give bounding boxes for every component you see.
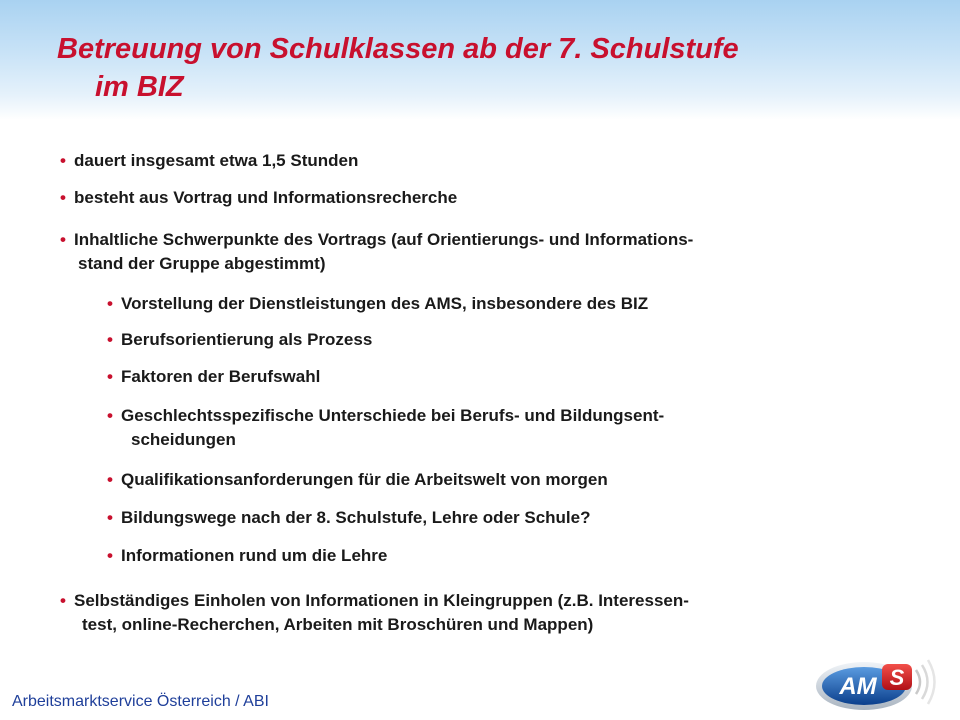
list-item [107,545,387,567]
list-item [60,150,358,172]
ams-logo [812,650,940,716]
list-item [107,405,664,451]
bullet-dot: • [107,470,113,489]
list-item [107,469,608,491]
bullet-text: Berufsorientierung als Prozess [121,330,373,349]
bullet-continuation: scheidungen [131,430,236,449]
title-line-2: im BIZ [95,71,184,103]
bullet-dot: • [60,591,66,610]
bullet-dot: • [107,406,113,425]
bullet-dot: • [60,151,66,170]
list-item [107,507,590,529]
list-item [107,366,320,388]
list-item [107,293,648,315]
bullet-text: Vorstellung der Dienstleistungen des AMS, insbesondere des BIZ [121,294,649,313]
bullet-continuation: test, online-Recherchen, Arbeiten mit Broschüren und Mappen) [82,615,594,634]
bullet-dot: • [107,330,113,349]
bullet-text: besteht aus Vortrag und Informationsrecherche [74,188,458,207]
list-item [60,590,689,636]
bullet-dot: • [107,367,113,386]
bullet-continuation: stand der Gruppe abgestimmt) [78,254,326,273]
bullet-dot: • [107,546,113,565]
title-line-1: Betreuung von Schulklassen ab der 7. Schulstufe [57,33,739,65]
list-item [60,229,693,275]
footer-text: Arbeitsmarktservice Österreich / ABI [12,693,269,710]
bullet-dot: • [60,230,66,249]
bullet-text: Qualifikationsanforderungen für die Arbeitswelt von morgen [121,470,608,489]
sound-wave-icon [916,660,935,704]
bullet-dot: • [107,508,113,527]
slide-title [57,30,739,106]
list-item [107,329,372,351]
bullet-text: Geschlechtsspezifische Unterschiede bei Berufs- und Bildungsent- [121,406,665,425]
bullet-text: dauert insgesamt etwa 1,5 Stunden [74,151,359,170]
list-item [60,187,457,209]
svg-text:AM: AM [839,673,877,700]
bullet-text: Inhaltliche Schwerpunkte des Vortrags (auf Orientierungs- und Informations- [74,230,694,249]
bullet-text: Bildungswege nach der 8. Schulstufe, Lehre oder Schule? [121,508,591,527]
bullet-text: Faktoren der Berufswahl [121,367,321,386]
bullet-text: Informationen rund um die Lehre [121,546,388,565]
bullet-dot: • [107,294,113,313]
bullet-dot: • [60,188,66,207]
svg-text:S: S [889,665,905,690]
bullet-text: Selbständiges Einholen von Informationen in Kleingruppen (z.B. Interessen- [74,591,689,610]
